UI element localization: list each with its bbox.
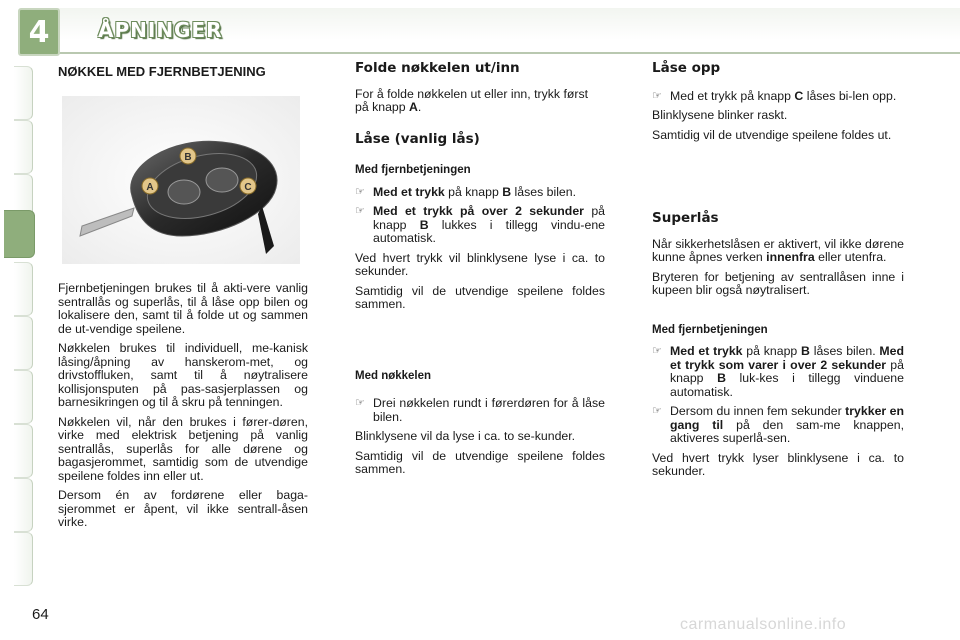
key-subheading: Med nøkkelen (355, 369, 432, 382)
column-2 (355, 62, 605, 483)
key-label-c: C (244, 182, 252, 193)
superlock-bullet (652, 405, 904, 446)
key-ref: C (794, 88, 804, 103)
paragraph: Dersom én av fordørene eller baga-sjerommet er åpent, vil ikke sentrall-åsen virke. (58, 488, 308, 529)
text: låses bilen. (809, 344, 880, 358)
text: på knapp (670, 357, 904, 385)
paragraph: Fjernbetjeningen brukes til å akti-vere vanlig sentrallås og superlås, til å låse opp bilen og lokalisere den, samt til å folde ut og sammen de ut-vendige speilene. (58, 281, 308, 336)
chapter-tabs (0, 0, 34, 640)
fold-text: For å folde nøkkelen ut eller inn, trykk først på knapp (355, 86, 589, 114)
paragraph (652, 238, 904, 265)
bold-text: Med et trykk på over 2 sekunder (373, 204, 584, 218)
text: på knapp (444, 184, 503, 199)
paragraph: Blinklysene blinker raskt. (652, 108, 788, 122)
chapter-tab[interactable] (14, 316, 33, 370)
hand-pointer-icon: ☞ (652, 89, 662, 102)
section-heading: NØKKEL MED FJERNBETJENING (58, 64, 266, 79)
column-1-text (58, 282, 308, 536)
fold-end: . (417, 100, 422, 114)
paragraph: Ved hvert trykk vil blinklysene lyse i ca. to sekunder. (355, 250, 605, 278)
text: låses bi-len opp. (803, 88, 897, 103)
unlock-bullet (652, 90, 904, 104)
text: Drei nøkkelen rundt i førerdøren for å låse bilen. (373, 396, 605, 424)
text: Når sikkerhetslåsen er aktivert, vil ikke dørene kunne åpnes verken (652, 236, 904, 264)
key-ref: B (419, 217, 429, 232)
text: på knapp (742, 344, 802, 358)
superlock-bullet (652, 345, 904, 399)
superlock-heading: Superlås (652, 210, 719, 226)
bold-text: Med et trykk som varer i over 2 sekunder (670, 344, 905, 372)
chapter-tab[interactable] (14, 532, 33, 586)
chapter-tab[interactable] (14, 424, 33, 478)
text: på den sam-me knappen, aktiveres superlå-sen. (670, 417, 904, 445)
column-3 (652, 62, 904, 485)
fold-heading: Folde nøkkelen ut/inn (355, 60, 520, 76)
hand-pointer-icon: ☞ (652, 345, 662, 357)
text: lukkes i tillegg vindu-ene automatisk. (373, 217, 605, 245)
paragraph: Samtidig vil de utvendige speilene foldes sammen. (355, 283, 605, 311)
text: Dersom du innen fem sekunder (670, 404, 846, 418)
lock-bullet (355, 186, 605, 200)
page-number: 64 (32, 606, 49, 623)
text: Med et trykk på knapp (670, 88, 795, 103)
bold-text: innenfra (766, 250, 815, 264)
paragraph: Blinklysene vil da lyse i ca. to se-kunder. (355, 429, 576, 443)
chapter-tab[interactable] (14, 120, 33, 174)
key-label-b: B (184, 152, 192, 163)
hand-pointer-icon: ☞ (355, 205, 365, 217)
hand-pointer-icon: ☞ (652, 405, 662, 417)
unlock-heading: Låse opp (652, 60, 721, 76)
key-label-a: A (146, 182, 154, 193)
chapter-title: ÅPNINGER (98, 18, 223, 42)
chapter-tab[interactable] (14, 66, 33, 120)
chapter-header (56, 8, 960, 54)
chapter-tab[interactable] (14, 262, 33, 316)
paragraph: Samtidig vil de utvendige speilene foldes sammen. (355, 448, 605, 476)
header-divider (56, 52, 960, 54)
paragraph: Nøkkelen brukes til individuell, me-kanisk låsing/åpning av hanskerom-met, og drivstoffluken, samt til å nøytralisere kollisjonsputen på pas-sasjerplassen og barnesikringen og til å skru på tenningen. (58, 341, 308, 409)
key-bullet (355, 397, 605, 424)
watermark: carmanualsonline.info (680, 616, 847, 633)
hand-pointer-icon: ☞ (355, 397, 365, 409)
key-ref: B (502, 184, 512, 199)
bold-text: Med et trykk (670, 344, 743, 358)
paragraph: Nøkkelen vil, når den brukes i fører-døren, virke med elektrisk betjening på vanlig sentrallås, superlås for alle dørene og bagasjerommet, samtidig som de utvendige speilene foldes inn eller ut. (58, 414, 308, 483)
hand-pointer-icon: ☞ (355, 185, 365, 198)
bold-text: trykker en gang til (670, 404, 904, 432)
paragraph: Bryteren for betjening av sentrallåsen inne i kupeen blir også nøytralisert. (652, 269, 904, 297)
text: eller utenfra. (814, 250, 887, 264)
lock-bullet (355, 205, 605, 246)
paragraph: Samtidig vil de utvendige speilene foldes ut. (652, 127, 892, 142)
remote-subheading: Med fjernbetjeningen (652, 323, 768, 336)
paragraph: Ved hvert trykk lyser blinklysene i ca. to sekunder. (652, 450, 904, 478)
chapter-tab[interactable] (14, 370, 33, 424)
lock-heading: Låse (vanlig lås) (355, 130, 480, 147)
bold-text: Med et trykk (373, 184, 445, 199)
fold-paragraph (355, 88, 605, 115)
text: låses bilen. (511, 184, 577, 199)
key-ref: B (717, 371, 726, 385)
remote-subheading: Med fjernbetjeningen (355, 164, 471, 176)
text: på knapp (373, 204, 605, 232)
key-ref: B (801, 344, 810, 358)
text: luk-kes i tillegg vinduene automatisk. (670, 371, 904, 399)
chapter-number: 4 (18, 8, 60, 56)
remote-key-illustration (62, 96, 300, 264)
key-ref: A (409, 100, 418, 114)
chapter-tab[interactable] (14, 478, 33, 532)
chapter-tab-active[interactable] (4, 210, 35, 258)
